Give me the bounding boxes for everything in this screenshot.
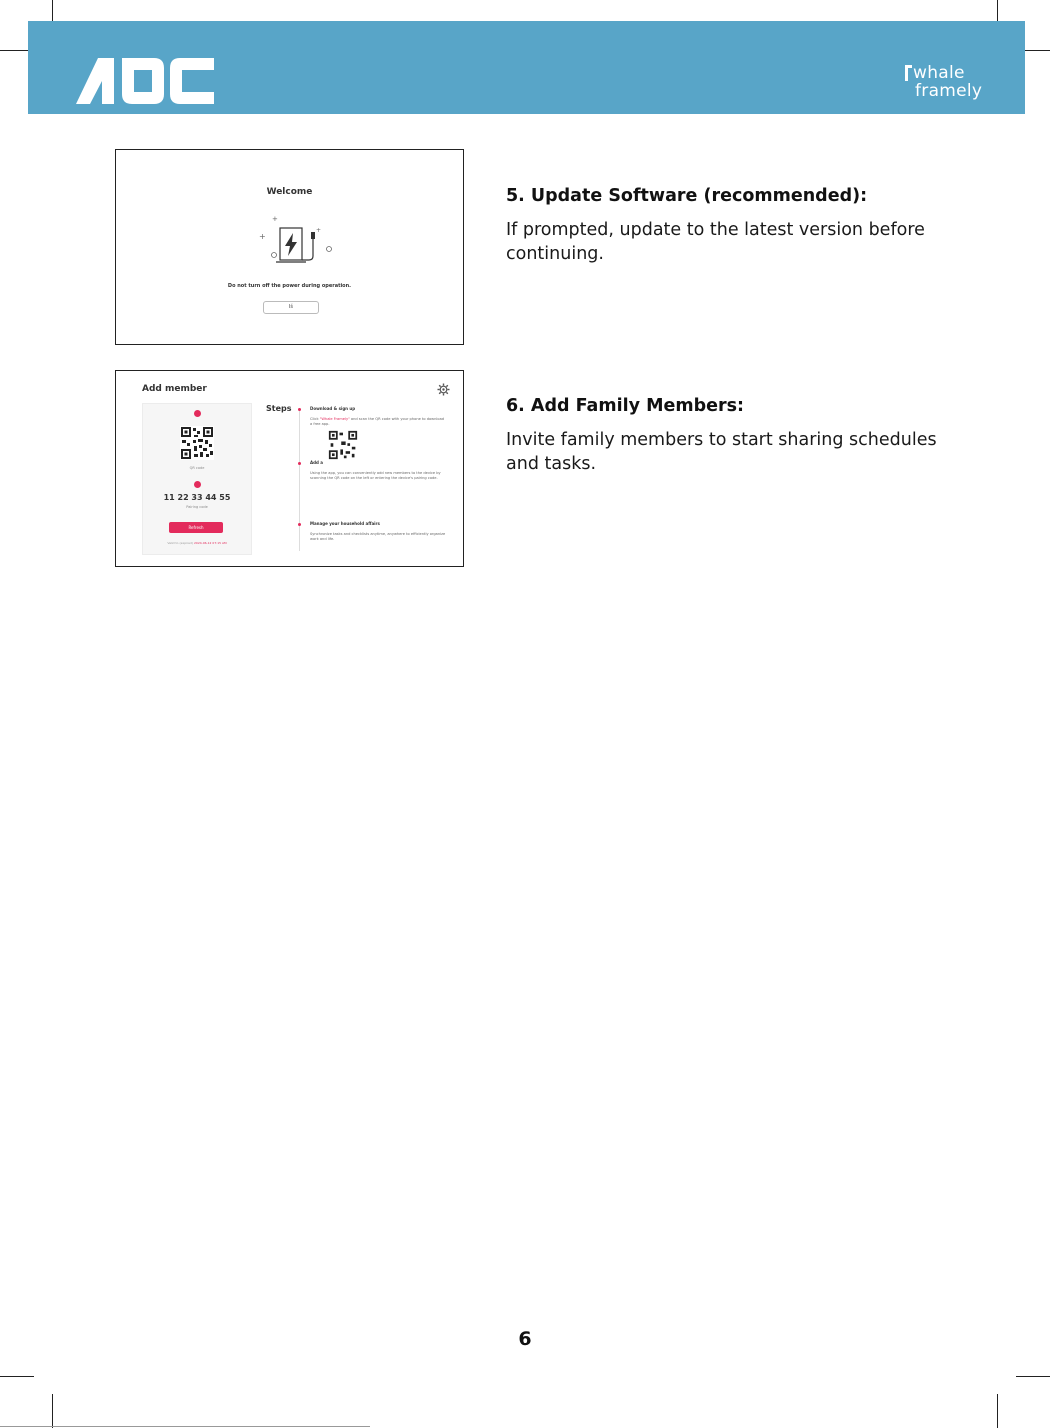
step-heading: Manage your household affairs bbox=[310, 521, 380, 526]
section-title: 5. Update Software (recommended): bbox=[506, 186, 868, 206]
pairing-panel bbox=[142, 403, 252, 555]
svg-text:+: + bbox=[316, 227, 322, 234]
whale-framely-logo bbox=[905, 61, 983, 105]
section-add-family bbox=[506, 396, 946, 476]
step-heading: Download & sign up bbox=[310, 406, 356, 411]
step-text: Synchronize tasks and checklists anytime, anywhere to efficiently organize work and life. bbox=[310, 532, 446, 541]
power-warning-text: Do not turn off the power during operation. bbox=[227, 283, 352, 289]
steps-timeline bbox=[299, 411, 300, 551]
svg-text:+: + bbox=[272, 215, 278, 223]
app-qr-code-icon bbox=[328, 430, 358, 460]
step-text: Click "Whale Framely" and scan the QR code with your phone to download a free app. bbox=[310, 417, 445, 426]
gear-icon bbox=[437, 383, 450, 396]
welcome-title: Welcome bbox=[266, 187, 313, 197]
crop-mark bbox=[52, 1394, 53, 1428]
logo-word-framely: framely bbox=[915, 81, 983, 101]
section-title: 6. Add Family Members: bbox=[506, 396, 745, 416]
crop-mark bbox=[0, 1376, 34, 1377]
logo-word-whale: whale bbox=[913, 63, 965, 83]
steps-heading: Steps bbox=[266, 404, 292, 413]
pairing-code-label: Pairing code bbox=[186, 505, 208, 509]
charging-device-icon bbox=[256, 212, 336, 272]
crop-mark bbox=[1016, 1376, 1050, 1377]
header-banner bbox=[28, 21, 1025, 114]
step-marker-2 bbox=[194, 481, 201, 488]
add-member-screenshot bbox=[115, 370, 464, 567]
add-member-title: Add member bbox=[142, 384, 207, 394]
step-dot bbox=[298, 408, 301, 411]
crop-mark bbox=[997, 1394, 998, 1428]
step-heading: Add a bbox=[310, 460, 323, 465]
page-number: 6 bbox=[518, 1328, 532, 1350]
section-body: Invite family members to start sharing schedules and tasks. bbox=[506, 430, 937, 474]
step-text: Using the app, you can conveniently add new members to the device by scanning the QR code on the left or entering the device's pairing code. bbox=[310, 471, 441, 480]
svg-text:+: + bbox=[259, 232, 266, 241]
section-update-software bbox=[506, 186, 946, 266]
refresh-button: Refresh bbox=[169, 522, 223, 533]
step-dot bbox=[298, 523, 301, 526]
step-dot bbox=[298, 462, 301, 465]
welcome-next-button: Iš bbox=[263, 301, 319, 314]
welcome-screenshot bbox=[115, 149, 464, 345]
section-body: If prompted, update to the latest version before continuing. bbox=[506, 220, 925, 264]
logo-bracket-icon bbox=[905, 65, 912, 81]
qr-code-label: QR code bbox=[189, 466, 205, 470]
valid-until-text: Valid to (expired) 2024-06-12 07:15 AM bbox=[167, 541, 227, 545]
pairing-code: 11 22 33 44 55 bbox=[163, 493, 231, 502]
aoc-logo bbox=[76, 57, 216, 109]
step-marker-1 bbox=[194, 410, 201, 417]
qr-code-icon bbox=[180, 426, 214, 460]
crop-mark bbox=[0, 1426, 370, 1427]
